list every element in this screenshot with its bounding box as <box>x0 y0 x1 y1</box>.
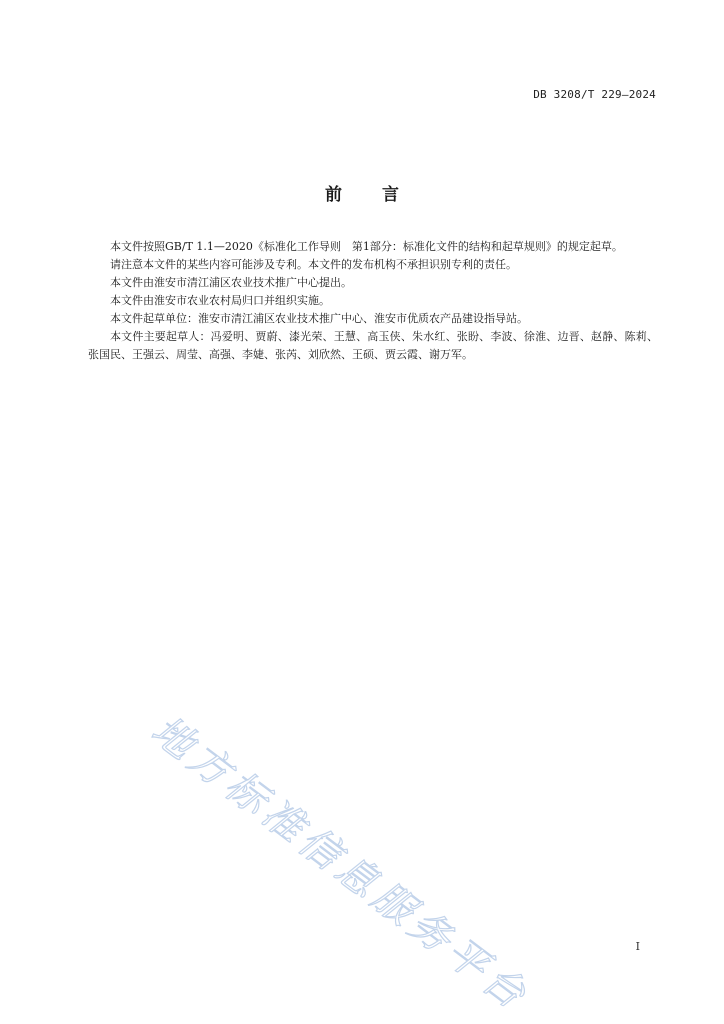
standard-code: DB 3208/T 229—2024 <box>533 88 656 101</box>
paragraph-drafting-rules: 本文件按照GB/T 1.1—2020《标准化工作导则 第1部分：标准化文件的结构和起草规则》的规定起草。 <box>110 240 623 253</box>
paragraph-drafters: 本文件主要起草人：冯爱明、贾蔚、漆光荣、王慧、高玉侠、朱水红、张盼、李波、徐淮、边晋、赵静、陈莉、张国民、王强云、周莹、高强、李婕、张芮、刘欣然、王硕、贾云霞、谢万军。 <box>88 330 658 361</box>
page-number: I <box>635 940 640 953</box>
paragraph-drafting-units: 本文件起草单位：淮安市清江浦区农业技术推广中心、淮安市优质农产品建设指导站。 <box>110 312 528 325</box>
watermark: 地方标准信息服务平台 <box>142 707 538 1021</box>
foreword-body <box>88 238 658 364</box>
paragraph-patent-notice: 请注意本文件的某些内容可能涉及专利。本文件的发布机构不承担识别专利的责任。 <box>110 258 517 271</box>
paragraph-administrator: 本文件由淮安市农业农村局归口并组织实施。 <box>110 294 330 307</box>
paragraph-proposer: 本文件由淮安市清江浦区农业技术推广中心提出。 <box>110 276 352 289</box>
title-part-2: 言 <box>382 185 399 205</box>
page-title <box>0 180 724 205</box>
title-part-1: 前 <box>325 185 342 205</box>
